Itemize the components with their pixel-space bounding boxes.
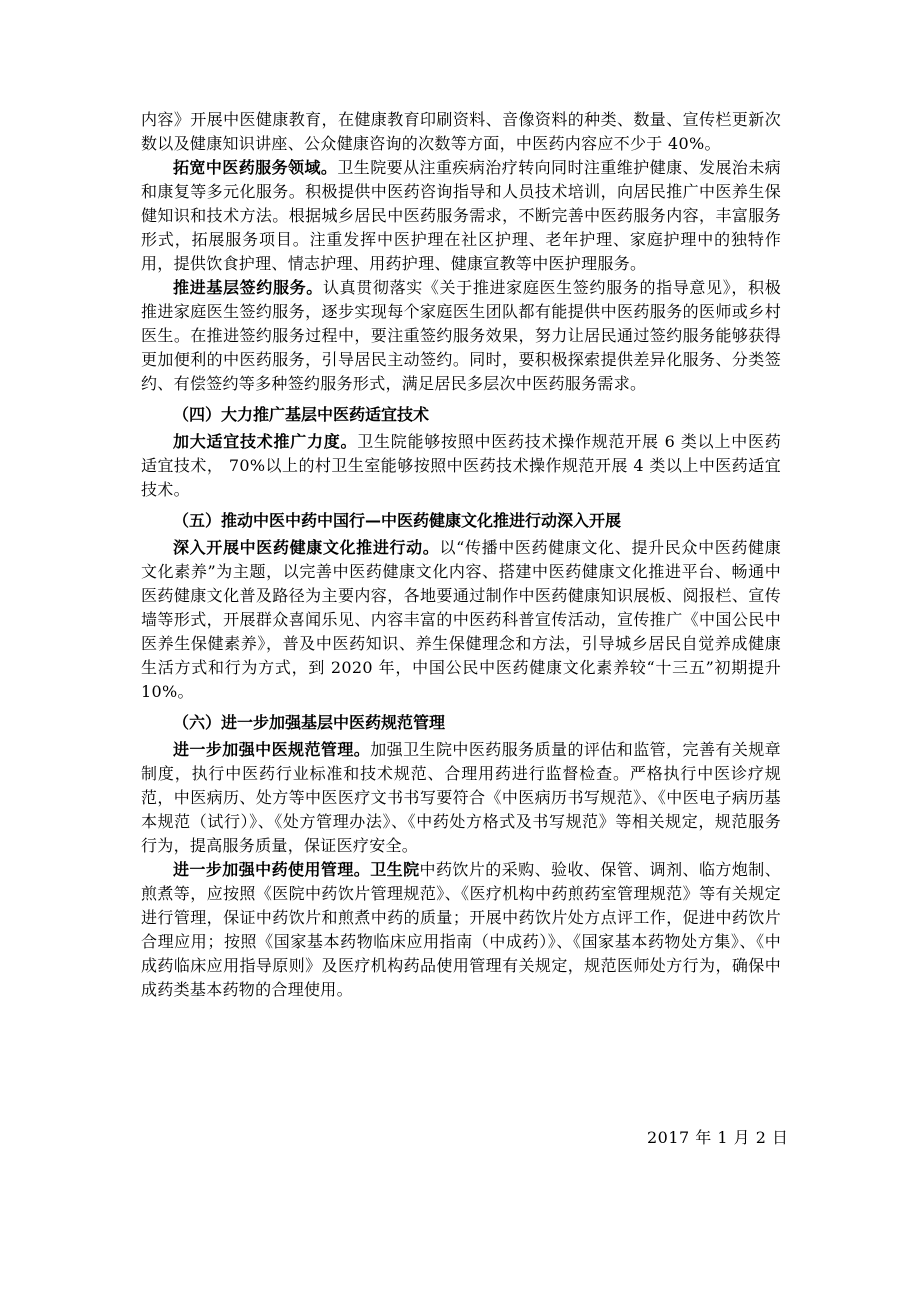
paragraph-lead: 推进基层签约服务。 (173, 278, 323, 297)
paragraph-tcm-standards (141, 738, 781, 858)
paragraph-expand-services (141, 156, 781, 276)
paragraph-lead: 进一步加强中医规范管理。 (173, 740, 371, 759)
paragraph-text: 认真贯彻落实《关于推进家庭医生签约服务的指导意见》，积极推进家庭医生签约服务，逐步实现每个家庭医生团队都有能提供中医药服务的医师或乡村医生。在推进签约服务过程中，要注重签约服务效果，努力让居民通过签约服务能够获得更加便利的中医药服务，引导居民主动签约。同时，要积极探索提供差异化服务、分类签约、有偿签约等多种签约服务形式，满足居民多层次中医药服务需求。 (141, 278, 782, 393)
paragraph-text: 卫生院要从注重疾病治疗转向同时注重维护健康、发展治未病和康复等多元化服务。积极提供中医药咨询指导和人员技术培训，向居民推广中医养生保健知识和技术方法。根据城乡居民中医药服务需求，不断完善中医药服务内容，丰富服务形式，拓展服务项目。注重发挥中医护理在社区护理、老年护理、家庭护理中的独特作用，提供饮食护理、情志护理、用药护理、健康宣教等中医护理服务。 (141, 158, 781, 273)
paragraph-lead: 拓宽中医药服务领域。 (173, 158, 338, 177)
section-heading-5: （五）推动中医中药中国行—中医药健康文化推进行动深入开展 (173, 511, 622, 530)
paragraph-education (141, 108, 781, 156)
section-heading-6: （六）进一步加强基层中医药规范管理 (173, 713, 446, 732)
section-heading-4: （四）大力推广基层中医药适宜技术 (173, 405, 430, 424)
paragraph-text: 以“传播中医药健康文化、提升民众中医药健康文化素养”为主题，以完善中医药健康文化内容、搭建中医药健康文化推进平台、畅通中医药健康文化普及路径为主要内容，各地要通过制作中医药健康知识展板、阅报栏、宣传墙等形式，开展群众喜闻乐见、内容丰富的中医药科普宣传活动，宣传推广《中国公民中医养生保健素养》，普及中医药知识、养生保健理念和方法，引导城乡居民自觉养成健康生活方式和行为方式，到 2020 年，中国公民中医药健康文化素养较“十三五”初期提升 10%。 (141, 538, 781, 701)
document-body (141, 108, 781, 1002)
paragraph-appropriate-tech (141, 430, 781, 502)
paragraph-lead: 深入开展中医药健康文化推进行动。 (173, 538, 440, 557)
paragraph-text: 内容》开展中医健康教育，在健康教育印刷资料、音像资料的种类、数量、宣传栏更新次数以及健康知识讲座、公众健康咨询的次数等方面，中医药内容应不少于 40%。 (141, 110, 781, 153)
paragraph-herb-management (141, 858, 781, 1002)
paragraph-lead: 加大适宜技术推广力度。 (173, 432, 358, 451)
paragraph-text: 中药饮片的采购、验收、保管、调剂、临方炮制、煎煮等，应按照《医院中药饮片管理规范》、《医疗机构中药煎药室管理规范》等有关规定进行管理，保证中药饮片和煎煮中药的质量；开展中药饮片处方点评工作，促进中药饮片合理应用；按照《国家基本药物临床应用指南（中成药）》、《国家基本药物处方集》、《中成药临床应用指导原则》及医疗机构药品使用管理有关规定，规范医师处方行为，确保中成药类基本药物的合理使用。 (141, 860, 781, 999)
paragraph-lead: 进一步加强中药使用管理。卫生院 (173, 860, 420, 879)
paragraph-text: 卫生院能够按照中医药技术操作规范开展 6 类以上中医药适宜技术， 70%以上的村卫生室能够按照中医药技术操作规范开展 4 类以上中医药适宜技术。 (141, 432, 781, 499)
paragraph-text: 加强卫生院中医药服务质量的评估和监管，完善有关规章制度，执行中医药行业标准和技术规范、合理用药进行监督检查。严格执行中医诊疗规范，中医病历、处方等中医医疗文书书写要符合《中医病历书写规范》、《中医电子病历基本规范（试行）》、《处方管理办法》、《中药处方格式及书写规范》等相关规定，规范服务行为，提高服务质量，保证医疗安全。 (141, 740, 781, 855)
document-date: 2017 年 1 月 2 日 (647, 1128, 789, 1147)
paragraph-health-culture (141, 536, 781, 704)
paragraph-signing-services (141, 276, 781, 396)
